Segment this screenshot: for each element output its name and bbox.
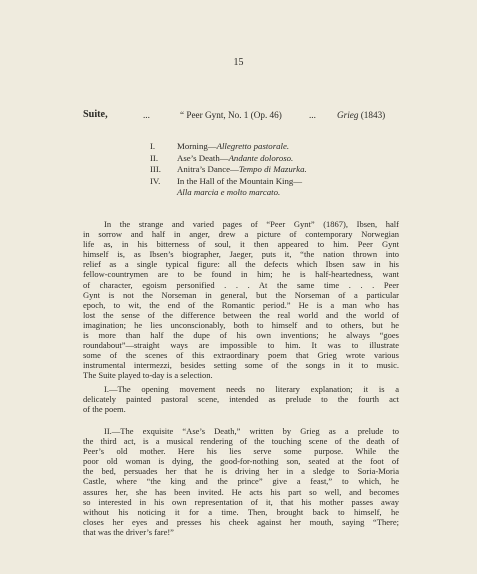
text-line: fellow-countrymen are to be found in him; he is half-heartedness, want [83,269,399,280]
text-line: In the strange and varied pages of “Peer Gynt” (1867), Ibsen, half [104,219,399,229]
text-line: relief as a single typical figure: all the defects which Ibsen saw in his [83,259,399,270]
text-line: life as, in his bitterness of soul, it then appeared to him. Peer Gynt [83,239,399,250]
movement-number: I. [150,141,156,151]
text-line: without his noticing it for a time. Then, brought back to himself, he [83,506,399,517]
movement-tempo: Allegretto pastorale. [216,141,290,151]
text-line: that was the driver’s fare!” [83,526,174,537]
text-line: delicately painted pastoral scene, intended as prelude to the fourth act [83,394,399,405]
movement-title: In the Hall of the Mountain King— [177,175,303,186]
movement-number: III. [150,164,161,175]
leader-dots: ... [143,110,150,120]
movement-tempo: Andante doloroso. [228,152,294,163]
movement-number: II. [150,152,159,163]
paragraph-morning [83,384,399,414]
text-line: I.—The opening movement needs no literary explanation; it is a [104,384,399,394]
text-line: so interested in his own representation of it, that his mother passes away [83,496,399,507]
work-title: “ Peer Gynt, No. 1 (Op. 46) [180,110,282,120]
text-line: Castle, where “the king and the prince” give a feast,” to which, he [83,476,399,487]
text-line: Gynt is not the Norseman in general, but the Norseman of a particular [83,289,399,300]
movement-tempo: Alla marcia e molto marcato. [177,187,281,198]
composer-name: Grieg [337,110,359,120]
composer-year: (1843) [358,110,386,120]
movement-item [150,164,410,176]
movement-tempo: Tempo di Mazurka. [238,164,307,175]
page-number: 15 [233,57,244,68]
text-line: of the poem. [83,404,126,415]
movement-title: Ase’s Death— [177,152,229,163]
suite-label: Suite, [83,109,108,120]
text-line: lost the sense of the difference between the real world and the world of [83,309,399,320]
text-line: assures her, she has been invited. He acts his part so well, and becomes [83,486,399,497]
text-line: poor old woman is dying, the good-for-nothing son, seated at the foot of [83,456,399,467]
movement-item [150,176,410,199]
text-line: himself is, as Ibsen’s biographer, Jaeger, puts it, “the nation thrown into [83,249,399,260]
text-line: Peer’s old mother. Here his lies serve some purpose. While the [83,446,399,457]
text-line: the bed, persuades her that he is driving her in a sledge to Soria-Moria [83,466,399,477]
movement-item [150,153,410,165]
movement-item [150,141,410,153]
text-line: roundabout”—straight ways are impossible to him. It was to illustrate [83,340,399,351]
text-line: instrumental intermezzi, besides setting some of the songs in it to music. [83,360,399,371]
paragraph-introduction [83,219,399,381]
text-line: in sorrow and half in anger, drew a picture of contemporary Norwegian [83,229,399,240]
movement-title: Morning— [177,141,217,151]
text-line: closes her eyes and presses his cheek against her mouth, saying “There; [83,516,399,527]
movement-number: IV. [150,175,161,186]
text-line: The Suite played to-day is a selection. [83,370,213,381]
text-line: epoch, to wit, the end of the Romantic period.” He is a man who has [83,299,399,310]
text-line: is more than half the dupe of his own inventions; he always “goes [83,330,399,341]
movement-title: Anitra’s Dance— [177,164,239,175]
text-line: of character, egoism personified . . . At the same time . . . Peer [83,279,399,290]
text-line: II.—The exquisite “Ase’s Death,” written by Grieg as a prelude to [104,426,399,436]
text-line: some of the scenes of this extraordinary poem that Grieg wrote various [83,350,399,361]
text-line: the third act, is a musical rendering of the touching scene of the death of [83,436,399,447]
composer [337,110,385,120]
leader-dots: ... [309,110,316,120]
text-line: imagination; he lies unconscionably, both to himself and to others, but he [83,319,399,330]
paragraph-ases-death [83,426,399,537]
movement-list [150,141,410,199]
